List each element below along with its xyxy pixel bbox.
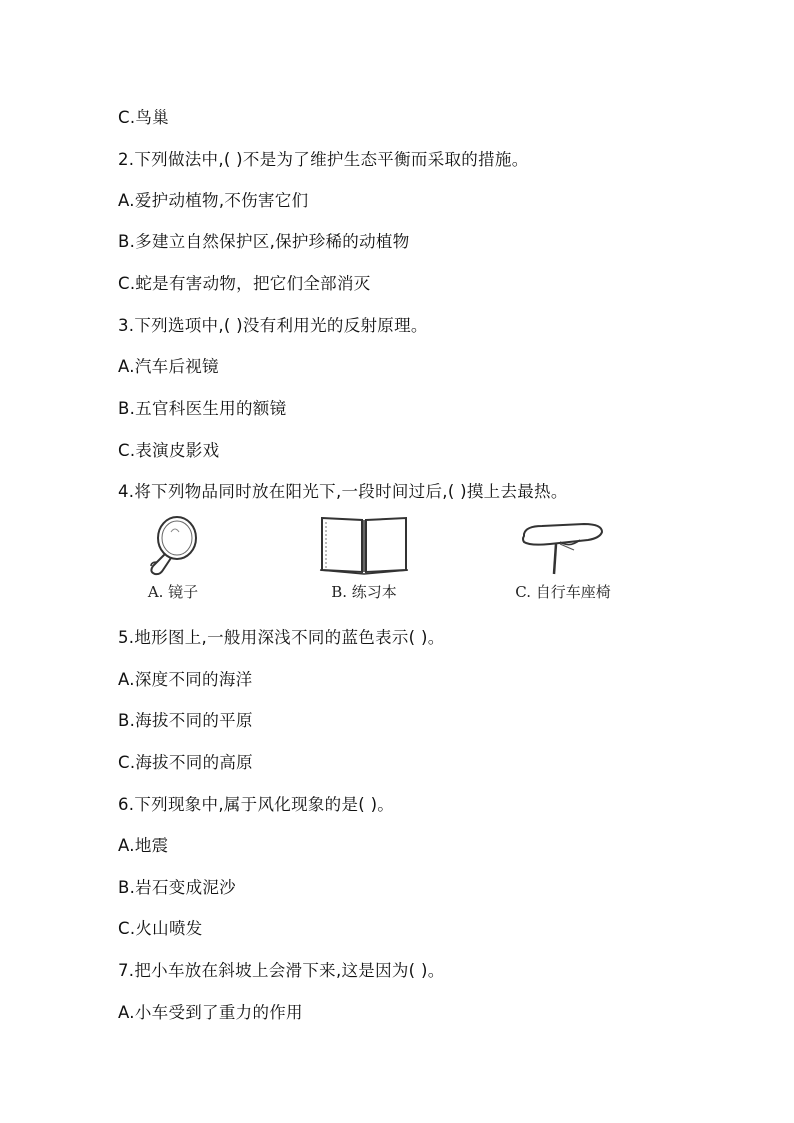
figure-notebook <box>316 514 412 602</box>
option-2c: C.蛇是有害动物，把它们全部消灭 <box>118 274 371 293</box>
bicycle-seat-label: C. 自行车座椅 <box>515 583 611 601</box>
question-4: 4.将下列物品同时放在阳光下,一段时间过后,( )摸上去最热。 <box>118 482 568 501</box>
question-7: 7.把小车放在斜坡上会滑下来,这是因为( )。 <box>118 961 445 980</box>
question-6: 6.下列现象中,属于风化现象的是( )。 <box>118 795 395 814</box>
figure-bicycle-seat <box>498 514 628 602</box>
option-5a: A.深度不同的海洋 <box>118 670 253 689</box>
question-4-figures <box>118 514 638 614</box>
mirror-icon <box>143 514 203 576</box>
line-c-bird-nest: C.鸟巢 <box>118 108 169 127</box>
option-2b: B.多建立自然保护区,保护珍稀的动植物 <box>118 232 410 251</box>
option-3b: B.五官科医生用的额镜 <box>118 399 287 418</box>
option-5c: C.海拔不同的高原 <box>118 753 253 772</box>
option-6c: C.火山喷发 <box>118 919 203 938</box>
option-2a: A.爱护动植物,不伤害它们 <box>118 191 309 210</box>
option-3a: A.汽车后视镜 <box>118 357 219 376</box>
option-7a: A.小车受到了重力的作用 <box>118 1003 303 1022</box>
option-3c: C.表演皮影戏 <box>118 441 220 460</box>
bicycle-seat-icon <box>520 514 606 576</box>
figure-mirror <box>138 514 208 602</box>
question-2: 2.下列做法中,( )不是为了维护生态平衡而采取的措施。 <box>118 150 529 169</box>
option-5b: B.海拔不同的平原 <box>118 711 253 730</box>
mirror-label: A. 镜子 <box>147 583 199 601</box>
option-6a: A.地震 <box>118 836 169 855</box>
question-5: 5.地形图上,一般用深浅不同的蓝色表示( )。 <box>118 628 445 647</box>
notebook-label: B. 练习本 <box>331 583 397 601</box>
notebook-icon <box>318 514 410 576</box>
option-6b: B.岩石变成泥沙 <box>118 878 236 897</box>
question-3: 3.下列选项中,( )没有利用光的反射原理。 <box>118 316 428 335</box>
